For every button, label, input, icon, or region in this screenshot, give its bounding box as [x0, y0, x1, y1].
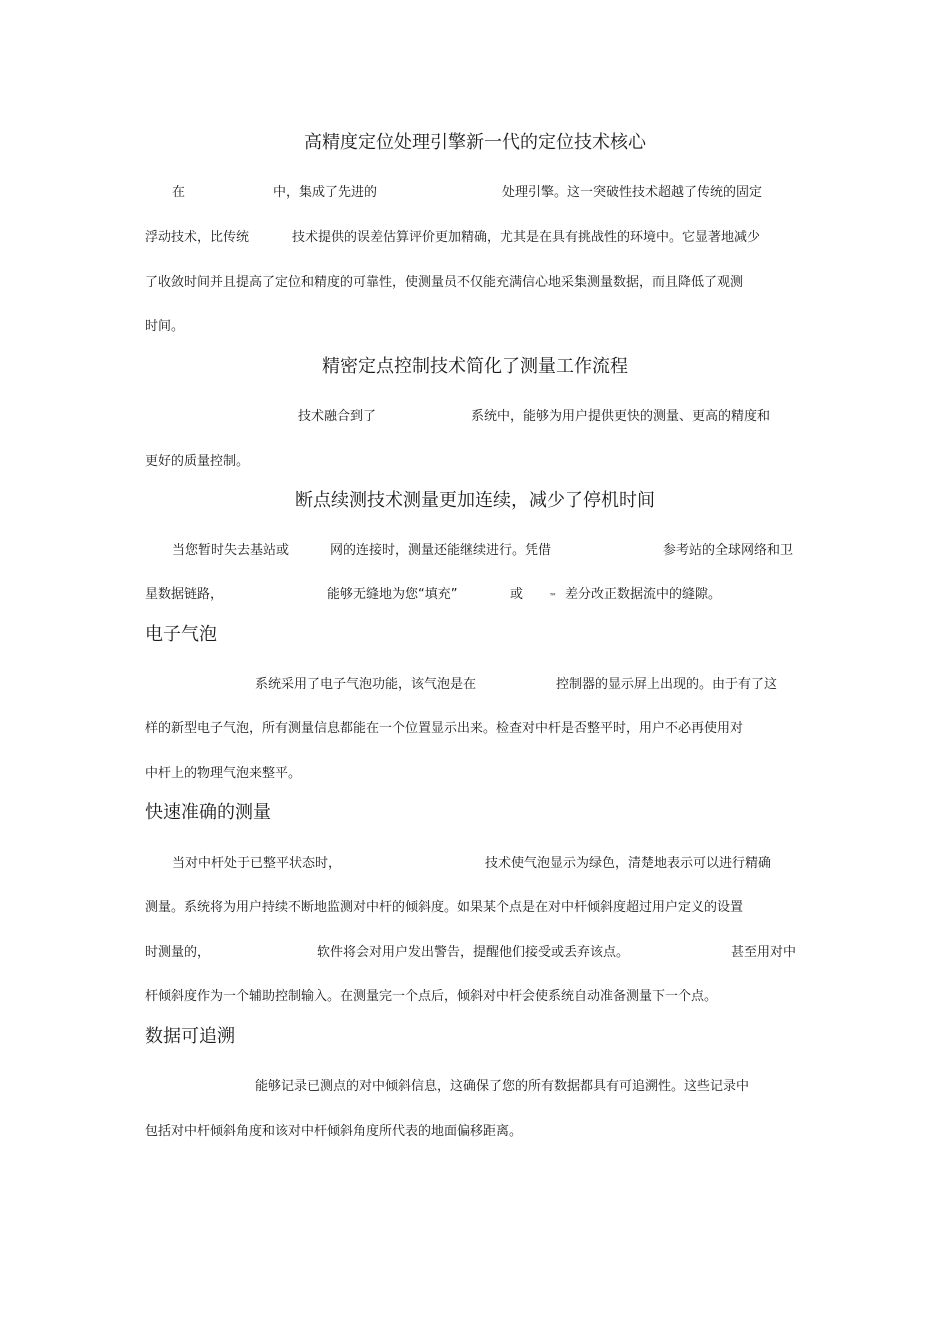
text-segment: 时测量的， — [145, 945, 211, 960]
section-title-2: 精密定点控制技术简化了测量工作流程 — [322, 356, 628, 377]
text-segment: 星数据链路， — [145, 587, 224, 602]
text-segment: 控制器的显示屏上出现的。由于有了这 — [556, 677, 778, 692]
text-segment: 技术融合到了 — [298, 409, 377, 424]
paragraph-4-line-3: 中杆上的物理气泡来整平。 — [145, 766, 302, 781]
text-segment: 差分改正数据流中的缝隙。 — [565, 587, 722, 602]
paragraph-1-line-3: 了收敛时间并且提高了定位和精度的可靠性，使测量员不仅能充满信心地采集测量数据，而且降低了观测 — [145, 275, 744, 290]
paragraph-5-line-2: 测量。系统将为用户持续不断地监测对中杆的倾斜度。如果某个点是在对中杆倾斜度超过用户定义的设置 — [145, 900, 744, 915]
paragraph-5-line-4: 杆倾斜度作为一个辅助控制输入。在测量完一个点后，倾斜对中杆会使系统自动准备测量下一个点。 — [145, 989, 718, 1004]
section-title-1: 高精度定位处理引擎新一代的定位技术核心 — [304, 132, 646, 153]
text-segment: 网的连接时，测量还能继续进行。凭借 — [330, 543, 552, 558]
text-segment: 处理引擎。这一突破性技术超越了传统的固定 — [502, 185, 763, 200]
text-segment: 甚至用对中 — [731, 945, 797, 960]
section-title-3: 断点续测技术测量更加连续，减少了停机时间 — [295, 490, 655, 511]
paragraph-1-line-4: 时间。 — [145, 319, 185, 334]
text-segment: 系统中，能够为用户提供更快的测量、更高的精度和 — [471, 409, 771, 424]
section-heading-electronic-bubble: 电子气泡 — [145, 624, 217, 645]
paragraph-6-line-1: 能够记录已测点的对中倾斜信息，这确保了您的所有数据都具有可追溯性。这些记录中 — [255, 1079, 750, 1094]
text-segment: 技术提供的误差估算评价更加精确，尤其是在具有挑战性的环境中。它显著地减少 — [292, 230, 761, 245]
text-segment: 在 — [172, 185, 186, 200]
text-segment: 技术使气泡显示为绿色，清楚地表示可以进行精确 — [485, 856, 772, 871]
trademark-mark: ™ — [549, 592, 557, 601]
section-heading-traceability: 数据可追溯 — [145, 1026, 235, 1047]
paragraph-2-line-2: 更好的质量控制。 — [145, 454, 250, 469]
text-segment: 浮动技术，比传统 — [145, 230, 250, 245]
text-segment: 能够无缝地为您“填充” — [327, 587, 458, 602]
text-segment: 或 — [510, 587, 524, 602]
paragraph-6-line-2: 包括对中杆倾斜角度和该对中杆倾斜角度所代表的地面偏移距离。 — [145, 1124, 523, 1139]
text-segment: 软件将会对用户发出警告，提醒他们接受或丢弃该点。 — [317, 945, 630, 960]
paragraph-4-line-2: 样的新型电子气泡，所有测量信息都能在一个位置显示出来。检查对中杆是否整平时，用户不必再使用对 — [145, 721, 744, 736]
section-heading-fast-measurement: 快速准确的测量 — [145, 802, 271, 823]
text-segment: 当对中杆处于已整平状态时， — [172, 856, 342, 871]
text-segment: 当您暂时失去基站或 — [172, 543, 290, 558]
text-segment: 参考站的全球网络和卫 — [663, 543, 794, 558]
text-segment: 中，集成了先进的 — [273, 185, 378, 200]
text-segment: 系统采用了电子气泡功能，该气泡是在 — [255, 677, 477, 692]
